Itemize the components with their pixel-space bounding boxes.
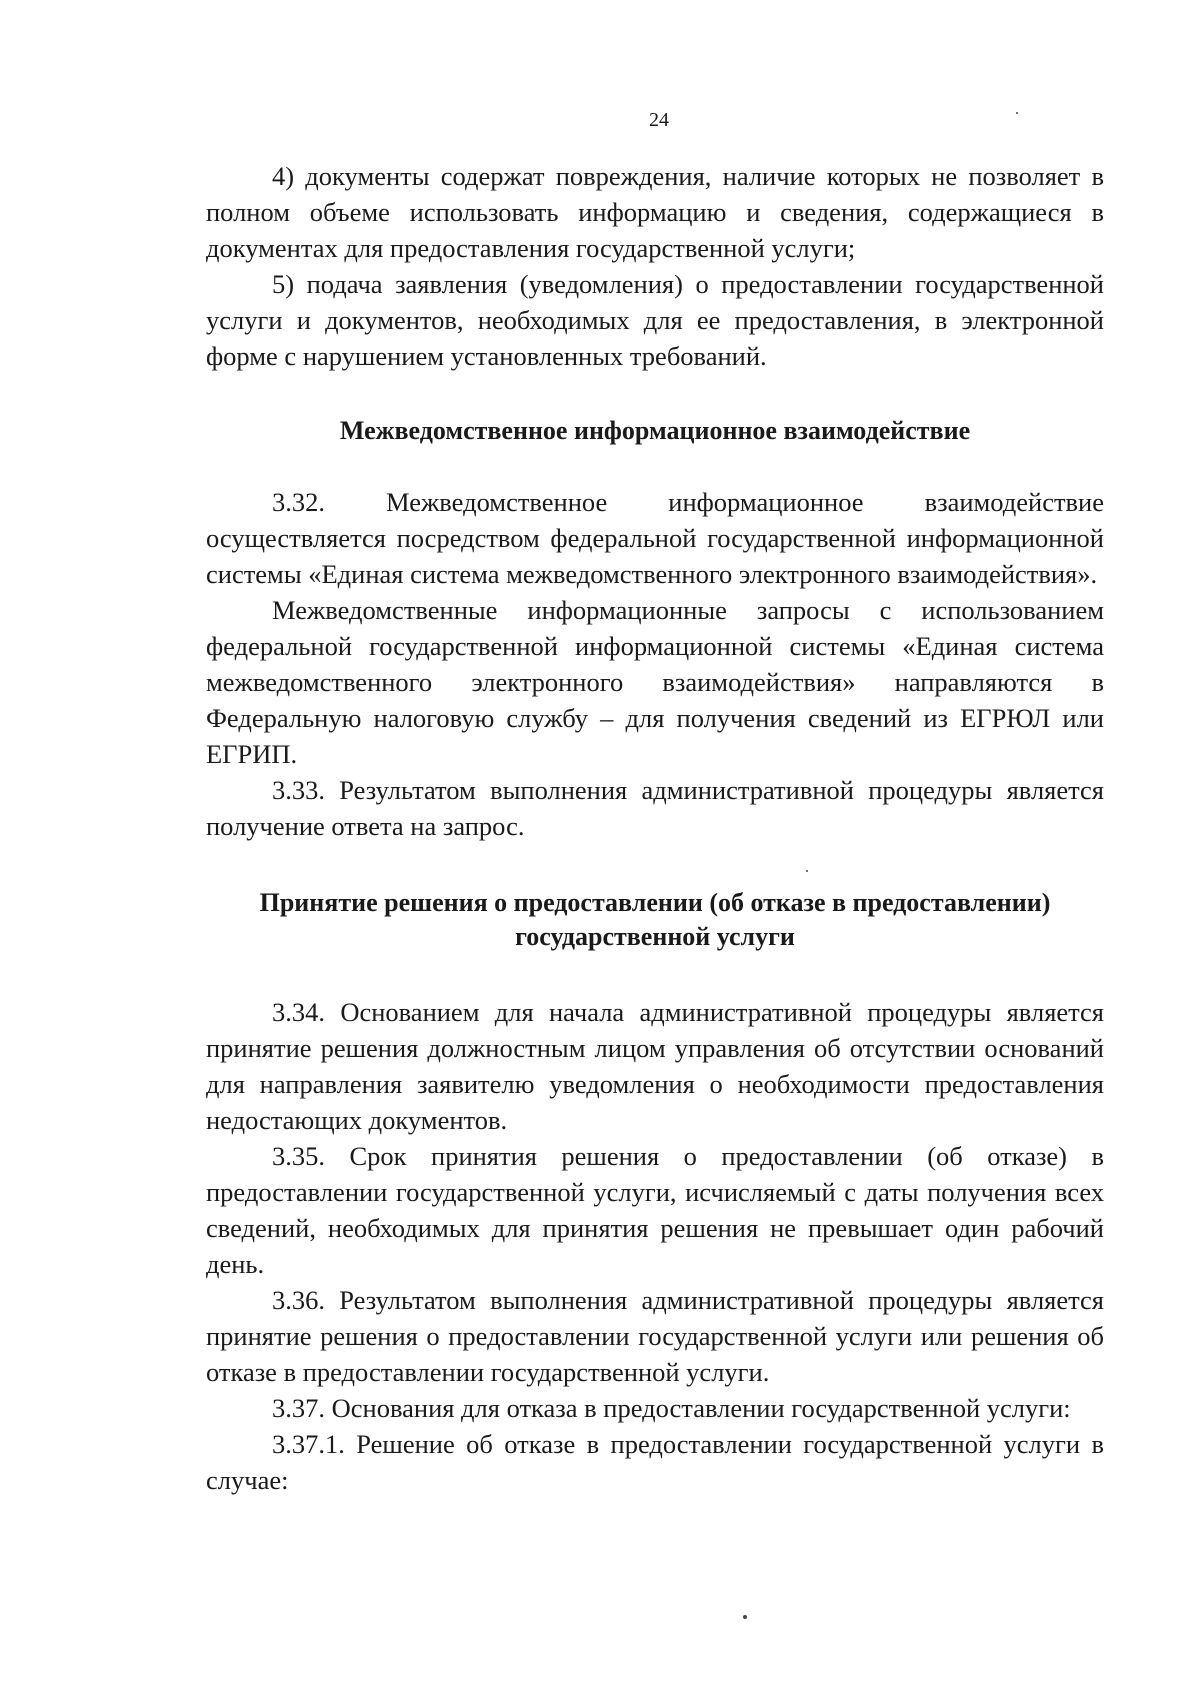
scan-speck	[743, 1615, 747, 1619]
paragraph-3-36: 3.36. Результатом выполнения административной процедуры является принятие решения о предоставлении государственной услуги или решения об отказе в предоставлении государственной услуги.	[206, 1285, 1104, 1387]
section-heading-decision-line1: Принятие решения о предоставлении (об отказе в предоставлении)	[259, 888, 1051, 917]
page-number: 24	[649, 109, 669, 131]
page-content	[206, 158, 1104, 1498]
spacer	[206, 844, 1104, 886]
section-heading-decision	[206, 886, 1104, 954]
paragraph-3-34: 3.34. Основанием для начала административной процедуры является принятие решения должностным лицом управления об отсутствии оснований для направления заявителю уведомления о необходимости предоставления недостающих документов.	[206, 997, 1104, 1135]
paragraph-3-37-1: 3.37.1. Решение об отказе в предоставлении государственной услуги в случае:	[206, 1429, 1104, 1495]
paragraph-3-37: 3.37. Основания для отказа в предоставлении государственной услуги:	[272, 1393, 1071, 1423]
section-heading-interagency: Межведомственное информационное взаимодействие	[339, 416, 971, 445]
paragraph-3-32: 3.32. Межведомственное информационное взаимодействие осуществляется посредством федеральной государственной информационной системы «Единая система межведомственного электронного взаимодействия».	[206, 487, 1104, 589]
scan-speck	[1016, 112, 1018, 114]
spacer	[206, 448, 1104, 484]
spacer	[206, 954, 1104, 994]
list-item-5: 5) подача заявления (уведомления) о предоставлении государственной услуги и документов, необходимых для ее предоставления, в электронной форме с нарушением установленных требований.	[206, 269, 1104, 371]
spacer	[206, 374, 1104, 414]
paragraph-interagency-requests: Межведомственные информационные запросы с использованием федеральной государственной информационной системы «Единая система межведомственного электронного взаимодействия» направляются в Федеральную налоговую службу – для получения сведений из ЕГРЮЛ или ЕГРИП.	[206, 595, 1104, 769]
paragraph-3-35: 3.35. Срок принятия решения о предоставлении (об отказе) в предоставлении государственной услуги, исчисляемый с даты получения всех сведений, необходимых для принятия решения не превышает один рабочий день.	[206, 1141, 1104, 1279]
scan-speck	[806, 870, 808, 872]
section-heading-decision-line2: государственной услуги	[515, 922, 795, 951]
list-item-4: 4) документы содержат повреждения, наличие которых не позволяет в полном объеме использовать информацию и сведения, содержащиеся в документах для предоставления государственной услуги;	[206, 161, 1104, 263]
paragraph-3-33: 3.33. Результатом выполнения административной процедуры является получение ответа на запрос.	[206, 775, 1104, 841]
